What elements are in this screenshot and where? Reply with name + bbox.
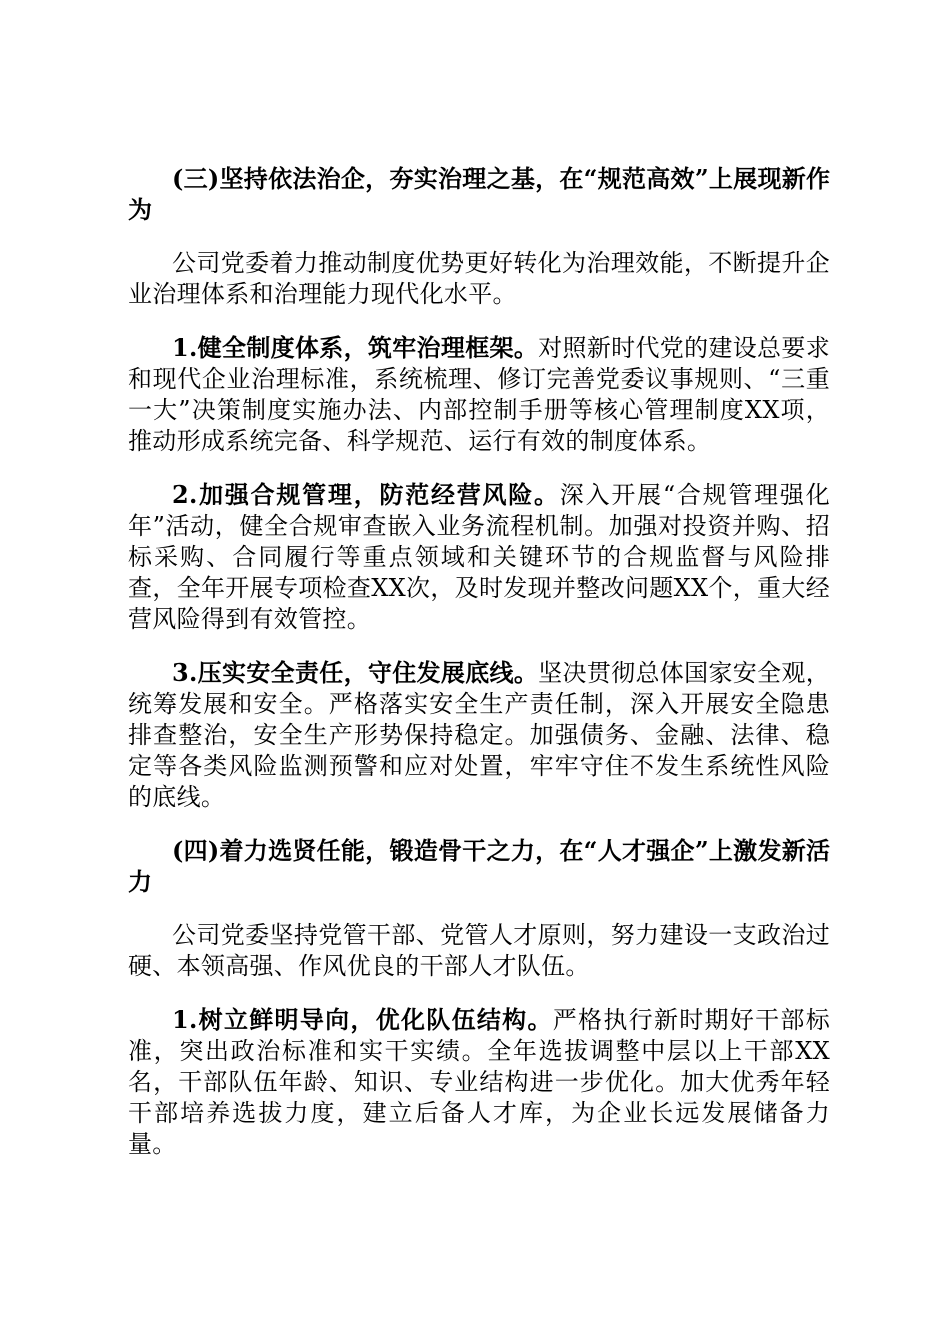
item-body: 严格执行新时期好干部标准，突出政治标准和实干实绩。全年选拔调整中层以上干部XX名，干部队伍年龄、知识、专业结构进一步优化。加大优秀年轻干部培养选拔力度，建立后备人才库，为企业长远发展储备力量。 bbox=[128, 1006, 830, 1158]
list-item bbox=[128, 1004, 830, 1160]
item-lead: 2.加强合规管理，防范经营风险。 bbox=[172, 480, 560, 509]
list-item bbox=[128, 479, 830, 635]
item-lead: 1.健全制度体系，筑牢治理框架。 bbox=[172, 333, 539, 362]
item-body: 对照新时代党的建设总要求和现代企业治理标准，系统梳理、修订完善党委议事规则、“三重一大”决策制度实施办法、内部控制手册等核心管理制度XX项，推动形成系统完备、科学规范、运行有效的制度体系。 bbox=[128, 334, 830, 455]
section-intro: 公司党委坚持党管干部、党管人才原则，努力建设一支政治过硬、本领高强、作风优良的干部人才队伍。 bbox=[128, 921, 830, 980]
item-lead: 1.树立鲜明导向，优化队伍结构。 bbox=[172, 1005, 553, 1034]
item-lead: 3.压实安全责任，守住发展底线。 bbox=[172, 658, 539, 687]
item-body: 深入开展“合规管理强化年”活动，健全合规审查嵌入业务流程机制。加强对投资并购、招标采购、合同履行等重点领域和关键环节的合规监督与风险排查，全年开展专项检查XX次，及时发现并整改问题XX个，重大经营风险得到有效管控。 bbox=[128, 481, 830, 633]
document-page bbox=[128, 163, 830, 1182]
section-intro: 公司党委着力推动制度优势更好转化为治理效能，不断提升企业治理体系和治理能力现代化水平。 bbox=[128, 249, 830, 308]
list-item bbox=[128, 657, 830, 813]
item-body: 坚决贯彻总体国家安全观，统筹发展和安全。严格落实安全生产责任制，深入开展安全隐患排查整治，安全生产形势保持稳定。加强债务、金融、法律、稳定等各类风险监测预警和应对处置，牢牢守住不发生系统性风险的底线。 bbox=[128, 659, 830, 811]
list-item bbox=[128, 332, 830, 457]
section-heading: (三)坚持依法治企，夯实治理之基，在“规范高效”上展现新作为 bbox=[128, 164, 830, 224]
section-heading: (四)着力选贤任能，锻造骨干之力，在“人才强企”上激发新活力 bbox=[128, 836, 830, 896]
